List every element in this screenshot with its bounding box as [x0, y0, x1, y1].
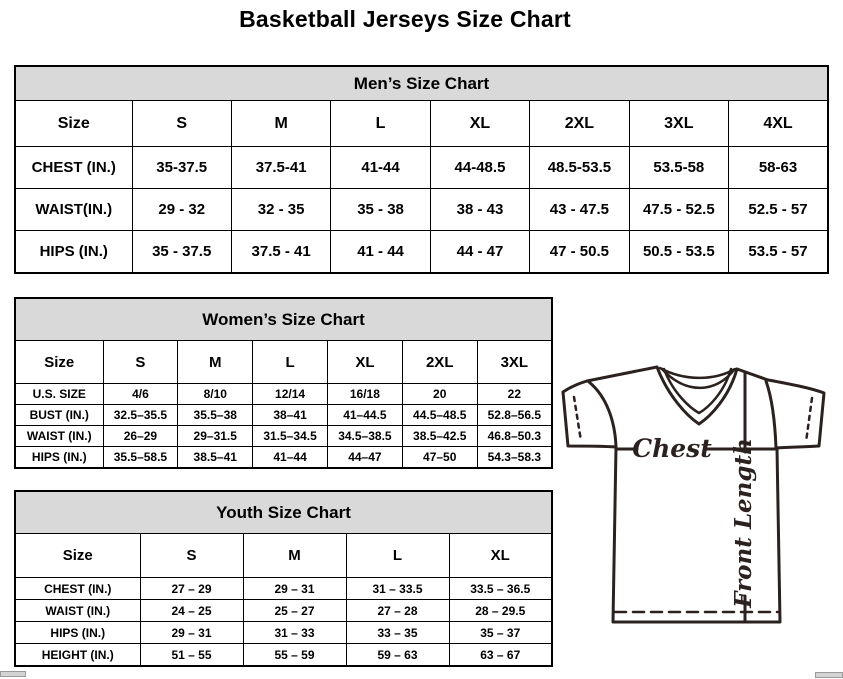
youth-table-title: Youth Size Chart: [15, 491, 552, 534]
table-row: [15, 600, 552, 622]
size-cell: 20: [402, 384, 477, 405]
size-cell: 53.5-58: [629, 147, 728, 189]
table-row: [15, 578, 552, 600]
size-cell: 16/18: [327, 384, 402, 405]
header-row: [15, 341, 552, 384]
size-cell: 44 - 47: [430, 231, 529, 274]
row-label: CHEST (IN.): [15, 578, 140, 600]
size-cell: 12/14: [253, 384, 328, 405]
header-cell: M: [178, 341, 253, 384]
size-cell: 47–50: [402, 447, 477, 469]
size-cell: 35.5–38: [178, 405, 253, 426]
header-cell: M: [243, 534, 346, 578]
front-length-label: Front Length: [730, 438, 757, 608]
size-cell: 35 – 37: [449, 622, 552, 644]
row-label: HIPS (IN.): [15, 447, 103, 469]
size-cell: 63 – 67: [449, 644, 552, 667]
size-cell: 28 – 29.5: [449, 600, 552, 622]
size-cell: 50.5 - 53.5: [629, 231, 728, 274]
header-cell: L: [253, 341, 328, 384]
header-cell: S: [103, 341, 178, 384]
size-cell: 41-44: [331, 147, 430, 189]
table-row: [15, 231, 828, 274]
jersey-right-shoulder: [737, 369, 768, 380]
size-cell: 29–31.5: [178, 426, 253, 447]
size-cell: 43 - 47.5: [530, 189, 629, 231]
size-cell: 29 – 31: [243, 578, 346, 600]
table-row: [15, 405, 552, 426]
mens-size-table: [14, 65, 829, 274]
header-cell: XL: [327, 341, 402, 384]
size-cell: 27 – 29: [140, 578, 243, 600]
jersey-left-sleeve: [563, 381, 616, 447]
size-cell: 38 - 43: [430, 189, 529, 231]
size-cell: 25 – 27: [243, 600, 346, 622]
horizontal-scrollbar-left-fragment[interactable]: [0, 671, 26, 677]
size-cell: 44–47: [327, 447, 402, 469]
size-cell: 31 – 33.5: [346, 578, 449, 600]
header-cell: 4XL: [729, 101, 828, 147]
size-cell: 47.5 - 52.5: [629, 189, 728, 231]
row-label: BUST (IN.): [15, 405, 103, 426]
header-cell: XL: [430, 101, 529, 147]
header-row: [15, 534, 552, 578]
womens-size-table: [14, 297, 553, 469]
table-title-row: [15, 66, 828, 101]
table-row: [15, 644, 552, 667]
jersey-right-cuff-dashed-line: [806, 398, 812, 442]
size-cell: 38.5–42.5: [402, 426, 477, 447]
jersey-left-armhole-seam: [589, 382, 616, 447]
size-cell: 54.3–58.3: [477, 447, 552, 469]
size-cell: 55 – 59: [243, 644, 346, 667]
mens-table-title: Men’s Size Chart: [15, 66, 828, 101]
row-label: WAIST (IN.): [15, 426, 103, 447]
header-cell: L: [331, 101, 430, 147]
row-label: HIPS (IN.): [15, 231, 132, 274]
size-cell: 4/6: [103, 384, 178, 405]
size-cell: 59 – 63: [346, 644, 449, 667]
size-cell: 26–29: [103, 426, 178, 447]
size-cell: 47 - 50.5: [530, 231, 629, 274]
size-cell: 37.5 - 41: [231, 231, 330, 274]
header-cell: Size: [15, 534, 140, 578]
size-cell: 41 - 44: [331, 231, 430, 274]
size-cell: 52.8–56.5: [477, 405, 552, 426]
size-cell: 32 - 35: [231, 189, 330, 231]
size-cell: 29 - 32: [132, 189, 231, 231]
header-cell: 3XL: [477, 341, 552, 384]
table-row: [15, 189, 828, 231]
size-cell: 27 – 28: [346, 600, 449, 622]
horizontal-scrollbar-right-fragment[interactable]: [815, 672, 843, 678]
size-cell: 38.5–41: [178, 447, 253, 469]
chest-label: Chest: [632, 434, 712, 463]
jersey-left-shoulder: [587, 367, 657, 381]
table-row: [15, 447, 552, 469]
size-cell: 33.5 – 36.5: [449, 578, 552, 600]
header-cell: 3XL: [629, 101, 728, 147]
header-cell: S: [132, 101, 231, 147]
size-cell: 58-63: [729, 147, 828, 189]
table-row: [15, 147, 828, 189]
table-title-row: [15, 491, 552, 534]
size-cell: 38–41: [253, 405, 328, 426]
row-label: WAIST(IN.): [15, 189, 132, 231]
size-cell: 32.5–35.5: [103, 405, 178, 426]
table-title-row: [15, 298, 552, 341]
jersey-right-armhole-seam: [766, 381, 776, 448]
table-row: [15, 384, 552, 405]
size-cell: 44.5–48.5: [402, 405, 477, 426]
header-cell: 2XL: [402, 341, 477, 384]
size-cell: 35-37.5: [132, 147, 231, 189]
row-label: U.S. SIZE: [15, 384, 103, 405]
womens-table-title: Women’s Size Chart: [15, 298, 552, 341]
size-cell: 52.5 - 57: [729, 189, 828, 231]
header-row: [15, 101, 828, 147]
size-cell: 8/10: [178, 384, 253, 405]
size-cell: 22: [477, 384, 552, 405]
header-cell: Size: [15, 341, 103, 384]
header-cell: 2XL: [530, 101, 629, 147]
youth-size-table: [14, 490, 553, 667]
size-cell: 24 – 25: [140, 600, 243, 622]
header-cell: Size: [15, 101, 132, 147]
size-cell: 31 – 33: [243, 622, 346, 644]
size-cell: 44-48.5: [430, 147, 529, 189]
size-cell: 48.5-53.5: [530, 147, 629, 189]
row-label: CHEST (IN.): [15, 147, 132, 189]
header-cell: XL: [449, 534, 552, 578]
table-row: [15, 426, 552, 447]
row-label: WAIST (IN.): [15, 600, 140, 622]
size-cell: 34.5–38.5: [327, 426, 402, 447]
size-cell: 35 - 37.5: [132, 231, 231, 274]
size-cell: 51 – 55: [140, 644, 243, 667]
header-cell: M: [231, 101, 330, 147]
table-row: [15, 622, 552, 644]
jersey-diagram: [552, 348, 843, 636]
size-cell: 31.5–34.5: [253, 426, 328, 447]
size-cell: 37.5-41: [231, 147, 330, 189]
row-label: HEIGHT (IN.): [15, 644, 140, 667]
size-cell: 41–44: [253, 447, 328, 469]
size-cell: 53.5 - 57: [729, 231, 828, 274]
size-cell: 35 - 38: [331, 189, 430, 231]
size-cell: 41–44.5: [327, 405, 402, 426]
size-cell: 29 – 31: [140, 622, 243, 644]
size-cell: 35.5–58.5: [103, 447, 178, 469]
jersey-left-cuff-dashed-line: [574, 397, 581, 441]
header-cell: S: [140, 534, 243, 578]
size-cell: 33 – 35: [346, 622, 449, 644]
size-cell: 46.8–50.3: [477, 426, 552, 447]
page-title: Basketball Jerseys Size Chart: [239, 6, 571, 32]
header-cell: L: [346, 534, 449, 578]
row-label: HIPS (IN.): [15, 622, 140, 644]
